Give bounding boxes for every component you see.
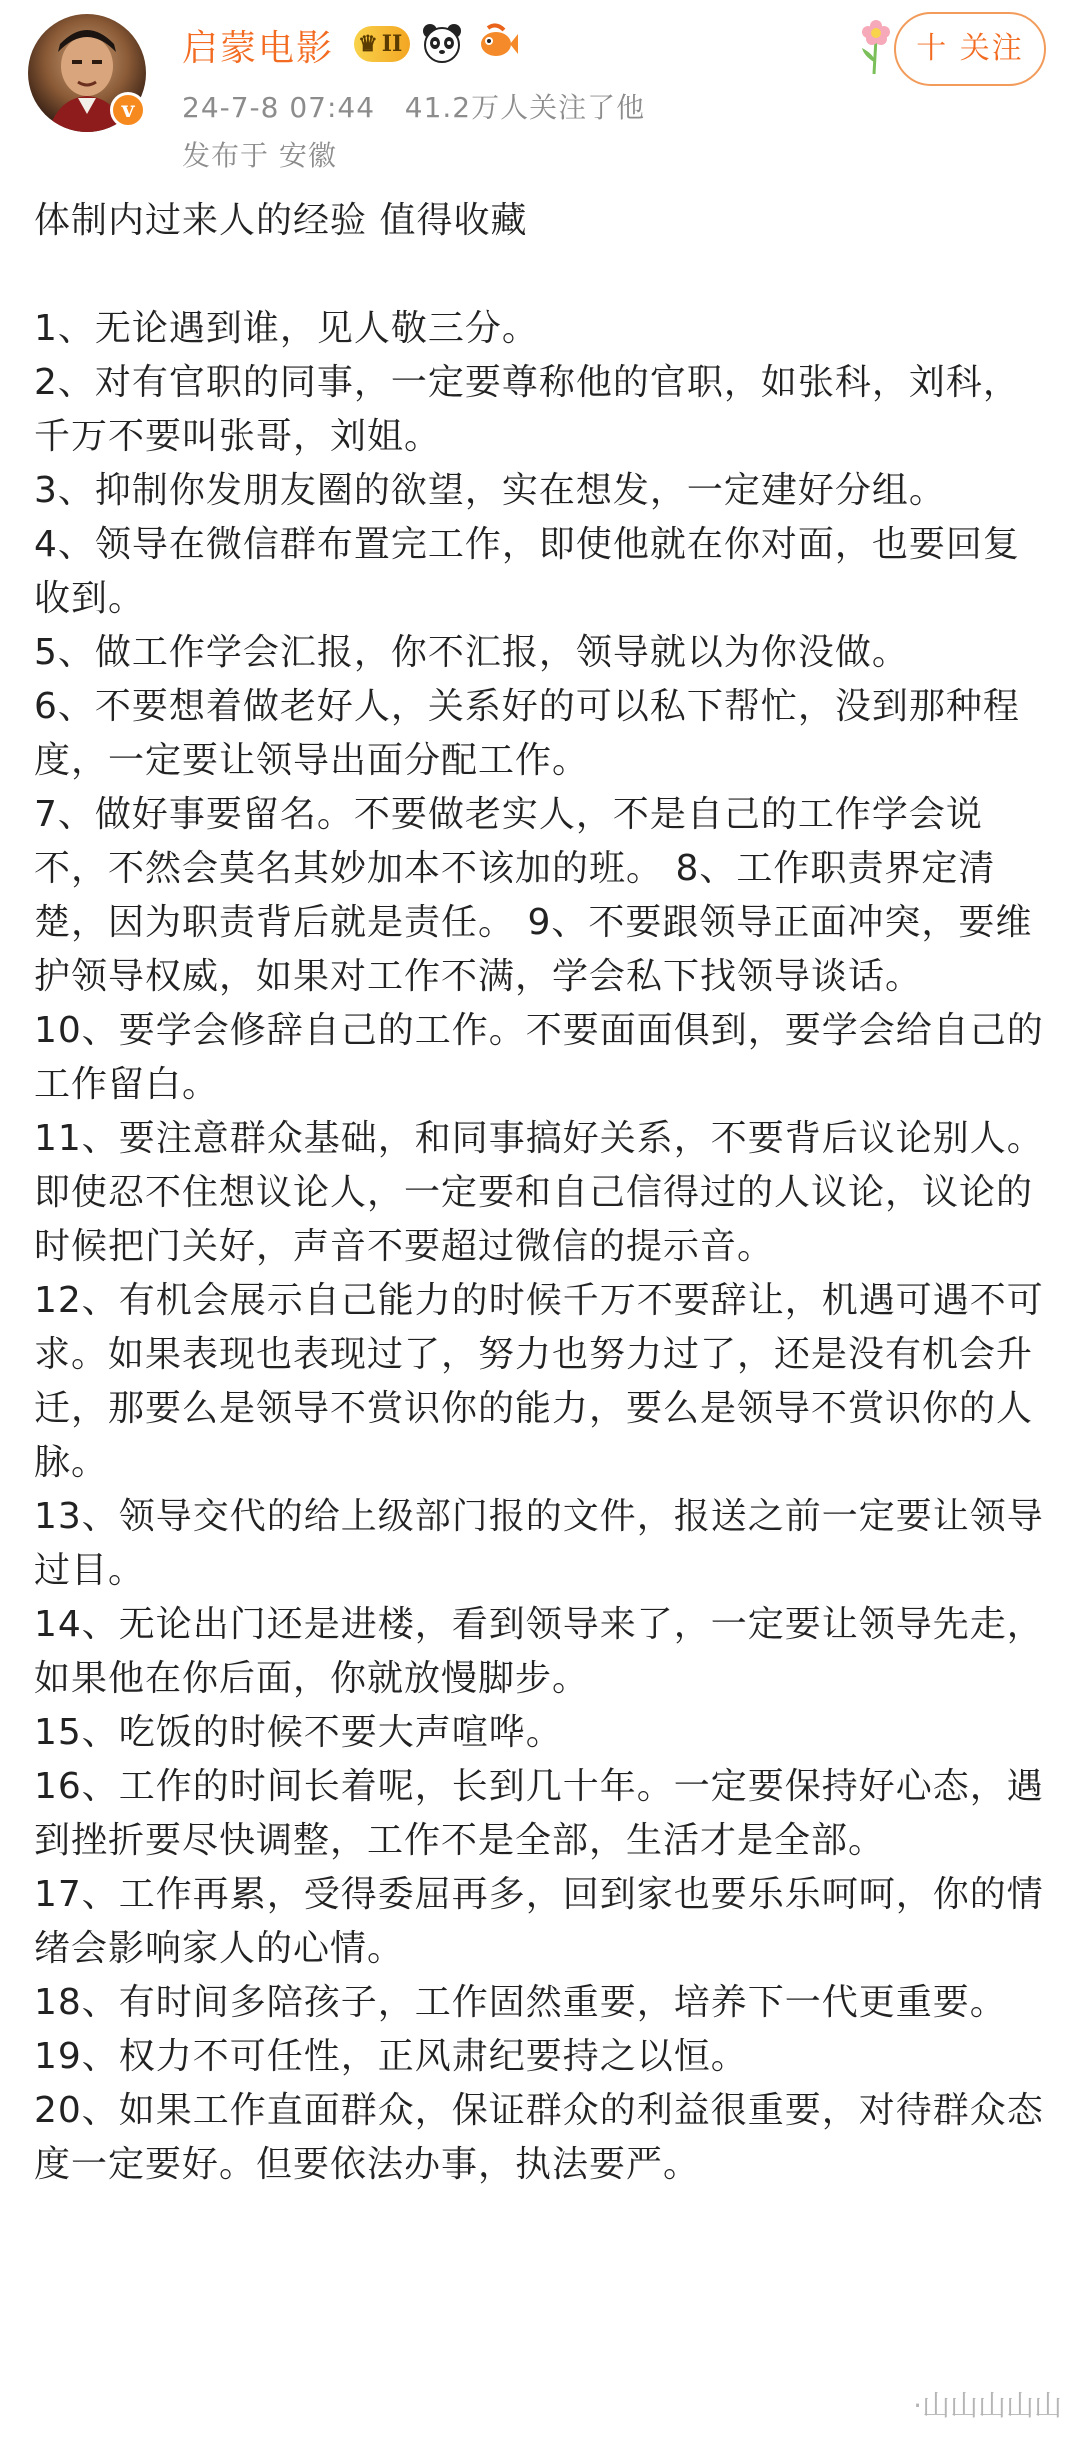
verified-mark: v — [121, 97, 135, 123]
crown-icon: ♛ — [358, 31, 378, 57]
list-item: 11、要注意群众基础，和同事搞好关系，不要背后议论别人。即使忍不住想议论人，一定要和自己信得过的人议论，议论的时候把门关好，声音不要超过微信的提示音。 — [34, 1118, 1044, 1267]
list-item: 6、不要想着做老好人，关系好的可以私下帮忙，没到那种程度，一定要让领导出面分配工作。 — [34, 686, 1020, 781]
list-item: 19、权力不可任性，正风肃纪要持之以恒。 — [34, 2036, 748, 2077]
fish-icon[interactable] — [474, 22, 518, 66]
verified-badge-icon — [110, 92, 146, 128]
list-item: 17、工作再累，受得委屈再多，回到家也要乐乐呵呵，你的情绪会影响家人的心情。 — [34, 1874, 1044, 1969]
post-timestamp: 24-7-8 07:44 — [182, 91, 376, 124]
list-item: 7、做好事要留名。不要做老实人，不是自己的工作学会说不，不然会莫名其妙加本不该加的班。 8、工作职责界定清楚，因为职责背后就是责任。 9、不要跟领导正面冲突，要维护领导权威，如果对工作不满，学会私下找领导谈话。 — [34, 794, 1033, 997]
list-item: 18、有时间多陪孩子，工作固然重要，培养下一代更重要。 — [34, 1982, 1007, 2023]
follow-button[interactable]: 十 关注 — [894, 12, 1046, 86]
level-badge-label: II — [381, 31, 403, 57]
follower-count: 41.2万人关注了他 — [404, 91, 646, 124]
list-item: 2、对有官职的同事，一定要尊称他的官职，如张科，刘科，千万不要叫张哥，刘姐。 — [34, 362, 1020, 457]
watermark: ·山山山山山 — [913, 2389, 1062, 2422]
post-title: 体制内过来人的经验 值得收藏 — [34, 200, 528, 241]
list-item: 13、领导交代的给上级部门报的文件，报送之前一定要让领导过目。 — [34, 1496, 1044, 1591]
level-badge[interactable] — [354, 26, 410, 62]
list-item: 16、工作的时间长着呢，长到几十年。一定要保持好心态，遇到挫折要尽快调整，工作不是全部，生活才是全部。 — [34, 1766, 1044, 1861]
author-name[interactable]: 启蒙电影 — [182, 28, 335, 69]
list-item: 4、领导在微信群布置完工作，即使他就在你对面，也要回复收到。 — [34, 524, 1020, 619]
list-item: 14、无论出门还是进楼，看到领导来了，一定要让领导先走，如果他在你后面，你就放慢脚步。 — [34, 1604, 1044, 1699]
post-body — [34, 194, 1054, 2192]
panda-icon[interactable] — [420, 22, 464, 66]
list-item: 5、做工作学会汇报，你不汇报，领导就以为你没做。 — [34, 632, 909, 673]
post-meta — [182, 86, 645, 126]
post-header — [0, 0, 1080, 180]
list-item: 1、无论遇到谁，见人敬三分。 — [34, 308, 539, 349]
post-location: 发布于 安徽 — [182, 139, 337, 172]
author-badges — [354, 22, 518, 66]
list-item: 3、抑制你发朋友圈的欲望，实在想发，一定建好分组。 — [34, 470, 946, 511]
list-item: 12、有机会展示自己能力的时候千万不要辞让，机遇可遇不可求。如果表现也表现过了，努力也努力过了，还是没有机会升迁，那要么是领导不赏识你的能力，要么是领导不赏识你的人脉。 — [34, 1280, 1044, 1483]
list-item: 15、吃饭的时候不要大声喧哗。 — [34, 1712, 563, 1753]
list-item: 10、要学会修辞自己的工作。不要面面俱到，要学会给自己的工作留白。 — [34, 1010, 1044, 1105]
list-item: 20、如果工作直面群众，保证群众的利益很重要，对待群众态度一定要好。但要依法办事，执法要严。 — [34, 2090, 1044, 2185]
